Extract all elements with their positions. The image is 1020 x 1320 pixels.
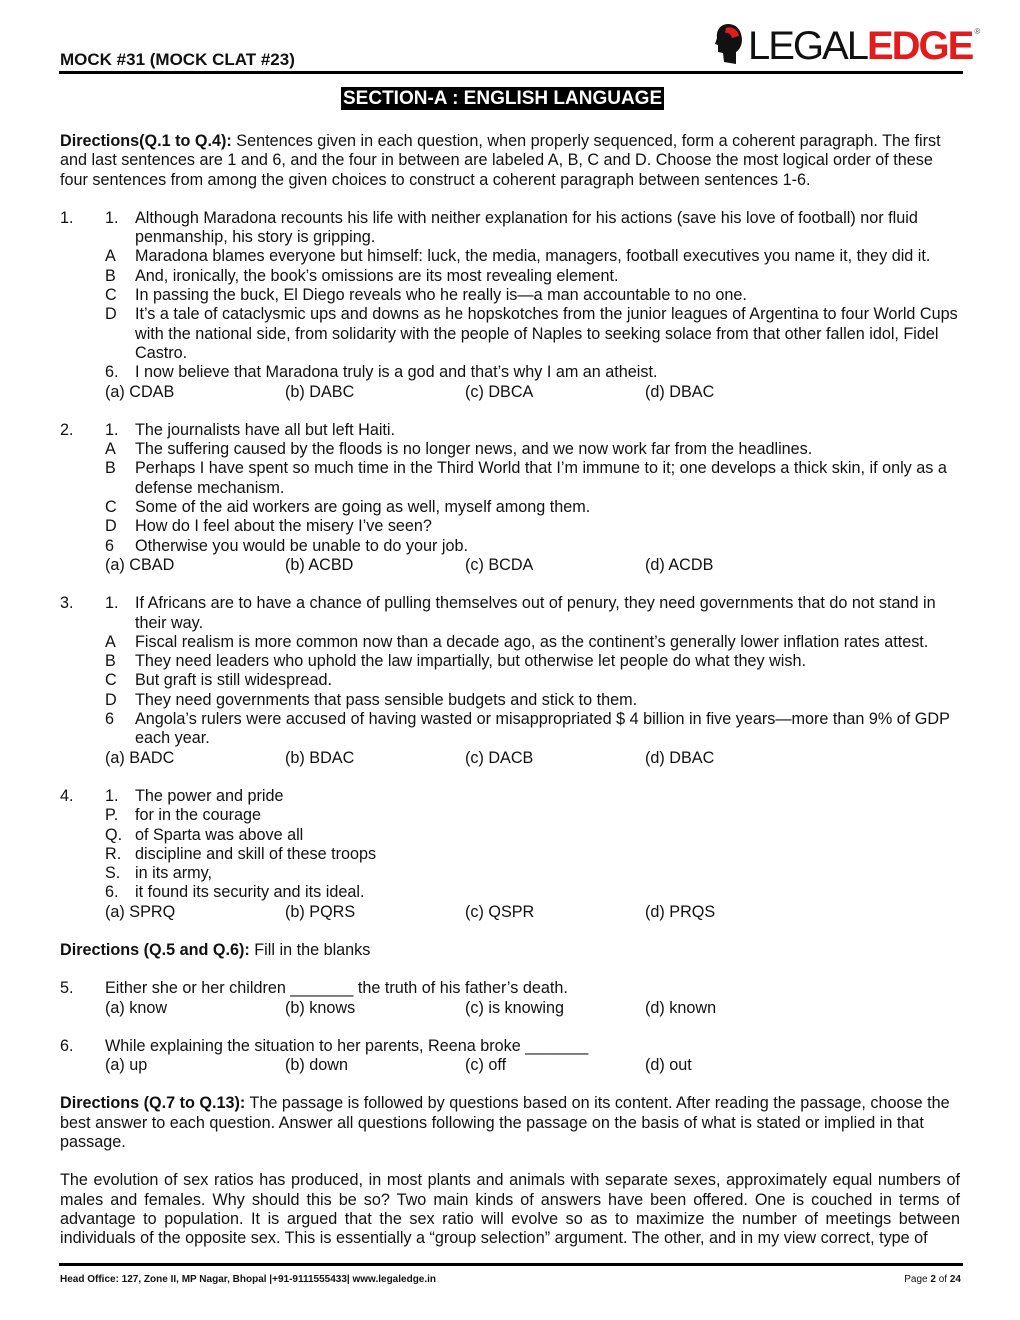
answer-options [60,999,960,1018]
sentence-text: And, ironically, the book’s omissions are its most revealing element. [135,266,619,285]
question-number: 3. [60,594,74,613]
sentence-label: 1. [105,594,119,613]
answer-options [60,749,960,768]
sentence-row [60,883,960,902]
answer-option[interactable]: (c) DBCA [465,382,534,401]
sentence-text: Although Maradona recounts his life with neither explanation for his actions (save his love of football) nor fluid penmanship, his story is gripping. [135,208,918,247]
sentence-row [60,440,960,459]
sentence-label: D [105,517,117,536]
sentence-text: It’s a tale of cataclysmic ups and downs as he hopskotches from the junior leagues of Argentina to four World Cups with the national side, from solidarity with the people of Naples to seeking solace from that other fallen idol, Fidel Castro. [135,305,958,362]
sentence-row [60,459,960,498]
logo-text-edge: EDGE [866,24,973,68]
sentence-label: B [105,652,116,671]
answer-options [60,1056,960,1075]
question-number: 5. [60,979,74,998]
sentence-row [60,421,960,440]
sentence-row [60,787,960,806]
directions-text: Sentences given in each question, when properly sequenced, form a coherent paragraph. The first and last sentences are 1 and 6, and the four in between are labeled A, B, C and D. Choose the most logical order of these four sentences from among the given choices to construct a coherent paragraph between sentences 1-6. [60,132,941,189]
question-number: 6. [60,1036,74,1055]
sentence-text: Angola’s rulers were accused of having wasted or misappropriated $ 4 billion in five years—more than 9% of GDP each year. [135,710,950,748]
answer-options [60,903,960,922]
sentence-row [60,826,960,845]
sentence-text: I now believe that Maradona truly is a god and that’s why I am an atheist. [135,363,658,382]
sentence-row [60,537,960,556]
sentence-label: 6. [105,363,119,382]
sentence-text: for in the courage [135,806,261,825]
question-2 [60,421,960,575]
sentence-row [60,498,960,517]
sentence-row [60,363,960,382]
sentence-label: R. [105,844,122,863]
sentence-row [60,594,960,633]
directions-text: The passage is followed by questions based on its content. After reading the passage, choose the best answer to each question. Answer all questions following the passage on the basis of what is stated or implied in that passage. [60,1094,950,1152]
answer-option[interactable]: (c) DACB [465,748,534,767]
question-4 [60,787,960,922]
directions-label: Directions (Q.7 to Q.13): [60,1094,246,1113]
answer-option[interactable]: (c) is knowing [465,998,564,1017]
sentence-label: B [105,459,116,478]
legaledge-logo [714,22,980,66]
sentence-label: 6. [105,883,119,902]
sentence-row [60,671,960,690]
sentence-row [60,517,960,536]
answer-option[interactable]: (a) CDAB [105,382,175,401]
head-silhouette-icon [714,22,744,66]
sentence-text: discipline and skill of these troops [135,844,377,863]
answer-option[interactable]: (a) know [105,998,168,1017]
answer-options [60,556,960,575]
question-number: 1. [60,208,74,227]
sentence-label: A [105,247,116,266]
answer-option[interactable]: (b) down [285,1056,348,1075]
sentence-row [60,652,960,671]
sentence-row [60,247,960,266]
sentence-label: S. [105,864,121,883]
sentence-row [60,267,960,286]
question-6 [60,1037,960,1076]
answer-option[interactable]: (d) DBAC [645,382,715,401]
sentence-text: They need governments that pass sensible budgets and stick to them. [135,690,638,709]
directions [60,1094,960,1152]
sentence-text: How do I feel about the misery I’ve seen? [135,517,432,536]
sentence-row [60,691,960,710]
answer-option[interactable]: (a) CBAD [105,555,175,574]
sentence-row [60,845,960,864]
question-number: 2. [60,420,74,439]
sentence-row [60,286,960,305]
answer-option[interactable]: (d) out [645,1056,692,1075]
answer-option[interactable]: (b) DABC [285,382,355,401]
logo-text-legal: LEGAL [748,24,867,68]
sentence-label: 6 [105,710,115,729]
page-mid: of [935,1274,950,1285]
sentence-text: Some of the aid workers are going as well, myself among them. [135,498,591,517]
section-title: SECTION-A : ENGLISH LANGUAGE [343,88,663,109]
page-number [904,1270,961,1289]
answer-option[interactable]: (b) PQRS [285,902,356,921]
sentence-text: But graft is still widespread. [135,671,333,690]
sentence-label: C [105,498,117,517]
answer-option[interactable]: (b) knows [285,998,356,1017]
sentence-text: Maradona blames everyone but himself: luck, the media, managers, football executives you name it, they did it. [135,247,931,266]
question-stem: While explaining the situation to her parents, Reena broke _______ [105,1036,589,1055]
footer-rule [59,1263,963,1266]
answer-option[interactable]: (c) QSPR [465,902,535,921]
directions [60,132,960,190]
sentence-text: In passing the buck, El Diego reveals who he really is—a man accountable to no one. [135,286,747,305]
sentence-text: The journalists have all but left Haiti. [135,420,396,439]
sentence-label: P. [105,806,119,825]
answer-option[interactable]: (a) BADC [105,748,175,767]
sentence-text: of Sparta was above all [135,825,304,844]
sentence-text: Fiscal realism is more common now than a decade ago, as the continent’s generally lower inflation rates attest. [135,632,929,651]
mock-title: MOCK #31 (MOCK CLAT #23) [60,50,295,69]
answer-option[interactable]: (b) ACBD [285,555,354,574]
sentence-text: it found its security and its ideal. [135,883,365,902]
sentence-row [60,806,960,825]
sentence-text: The suffering caused by the floods is no longer news, and we now work far from the headlines. [135,440,813,459]
sentence-text: Otherwise you would be unable to do your job. [135,536,468,555]
sentence-row [60,305,960,363]
sentence-text: They need leaders who uphold the law impartially, but otherwise let people do what they wish. [135,652,806,671]
page-total: 24 [949,1274,961,1285]
logo-registered: ® [974,27,981,36]
footer-address: Head Office: 127, Zone II, MP Nagar, Bhopal |+91-9111555433| www.legaledge.in [60,1274,437,1285]
answer-options [60,383,960,402]
sentence-row [60,209,960,248]
sentence-label: C [105,671,117,690]
sentence-row [60,710,960,749]
sentence-label: 1. [105,208,119,227]
sentence-label: D [105,690,117,709]
question-3 [60,594,960,768]
sentence-text: Perhaps I have spent so much time in the Third World that I’m immune to it; one develops a thick skin, if only as a defense mechanism. [135,459,947,497]
answer-option[interactable]: (d) PRQS [645,902,716,921]
directions-label: Directions(Q.1 to Q.4): [60,132,232,150]
page-current: 2 [930,1274,936,1285]
answer-option[interactable]: (c) BCDA [465,555,534,574]
sentence-label: 1. [105,420,119,439]
answer-option[interactable]: (a) SPRQ [105,902,176,921]
question-1 [60,209,960,402]
sentence-label: C [105,286,117,305]
answer-option[interactable]: (d) DBAC [645,748,715,767]
question-5 [60,979,960,1018]
sentence-row [60,864,960,883]
answer-option[interactable]: (c) off [465,1056,507,1075]
answer-option[interactable]: (b) BDAC [285,748,355,767]
answer-option[interactable]: (d) known [645,998,717,1017]
sentence-label: D [105,305,117,324]
document-body [60,132,960,1249]
sentence-row [60,633,960,652]
sentence-label: 6 [105,536,115,555]
sentence-label: A [105,632,116,651]
directions-label: Directions (Q.5 and Q.6): [60,940,250,959]
header-rule [59,71,963,74]
sentence-label: 1. [105,786,119,805]
sentence-label: Q. [105,825,123,844]
answer-option[interactable]: (d) ACDB [645,555,714,574]
question-number: 4. [60,786,74,805]
directions [60,941,960,960]
directions-text: Fill in the blanks [249,940,371,959]
sentence-text: If Africans are to have a chance of pulling themselves out of penury, they need governments that do not stand in their way. [135,594,936,632]
sentence-label: B [105,266,116,285]
question-stem: Either she or her children _______ the truth of his father’s death. [105,979,568,998]
sentence-text: The power and pride [135,786,284,805]
sentence-label: A [105,440,116,459]
answer-option[interactable]: (a) up [105,1056,148,1075]
page-prefix: Page [904,1274,931,1285]
sentence-text: in its army, [135,864,213,883]
reading-passage: The evolution of sex ratios has produced, in most plants and animals with separate sexes, approximately equal numbers of males and females. Why should this be so? Two main kinds of answers have been offered. One is couched in terms of advantage to population. It is argued that the sex ratio will evolve so as to maximize the number of meetings between individuals of the opposite sex. This is essentially a “group selection” argument. The other, and in my view correct, type of [60,1171,960,1248]
